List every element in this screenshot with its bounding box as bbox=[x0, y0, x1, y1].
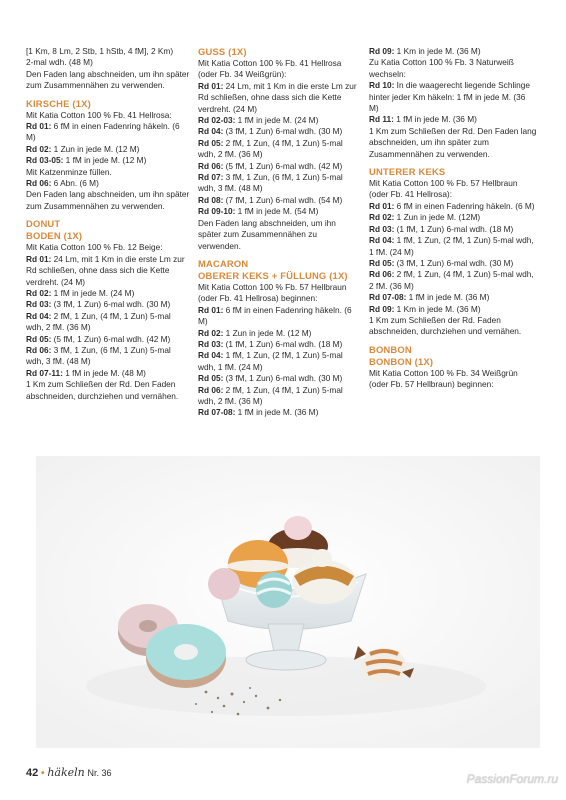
round-label: Rd 02-03: bbox=[198, 115, 236, 126]
round-label: Rd 06: bbox=[198, 384, 224, 395]
instruction-text: (3 fM, 1 Zun) 6-mal wdh. (30 M) bbox=[223, 373, 343, 384]
round-label: Rd 06: bbox=[26, 178, 52, 189]
round-label: Rd 04: bbox=[26, 310, 52, 321]
instruction-text: 1 Km in jede M. (36 M) bbox=[394, 303, 481, 314]
intro-line: 2-mal wdh. (48 M) bbox=[26, 57, 93, 68]
instruction-row bbox=[369, 235, 537, 258]
crochet-pink-ball bbox=[208, 568, 240, 600]
round-label: Rd 02: bbox=[26, 287, 52, 298]
instruction-text: 1 fM in jede M. (36 M) bbox=[393, 114, 477, 125]
crochet-mint-donut bbox=[146, 624, 226, 688]
instruction-text: Mit Katia Cotton 100 % Fb. 41 Hellrosa: bbox=[26, 109, 172, 120]
round-label: Rd 03: bbox=[26, 299, 52, 310]
instruction-text: Mit Katia Cotton 100 % Fb. 34 Weißgrün (oder Fb. 57 Hellbraun) beginnen: bbox=[369, 367, 518, 390]
round-label: Rd 09: bbox=[369, 303, 395, 314]
round-label: Rd 10: bbox=[369, 80, 395, 91]
round-label: Rd 06: bbox=[369, 269, 395, 280]
column-middle bbox=[198, 46, 360, 419]
instruction-row bbox=[198, 218, 360, 252]
instruction-row bbox=[26, 288, 190, 299]
instruction-text: 6 fM in einen Fadenring häkeln. (6 M) bbox=[394, 200, 535, 211]
instruction-row bbox=[26, 121, 190, 144]
round-label: Rd 03: bbox=[369, 223, 395, 234]
round-label: Rd 02: bbox=[198, 327, 224, 338]
instruction-text: (1 fM, 1 Zun) 6-mal wdh. (18 M) bbox=[394, 223, 514, 234]
instruction-text: Den Faden lang abschneiden, um ihn später zum Zusammennähen zu verwenden. bbox=[26, 189, 190, 211]
instruction-row bbox=[26, 379, 190, 402]
round-label: Rd 03-05: bbox=[26, 155, 64, 166]
heading-boden: BODEN (1X) bbox=[26, 230, 83, 242]
boden-rows bbox=[26, 242, 190, 402]
instruction-text: Zu Katia Cotton 100 % Fb. 3 Naturweiß wechseln: bbox=[369, 57, 514, 79]
instruction-text: 6 fM in einen Fadenring häkeln. (6 M) bbox=[26, 121, 180, 143]
instruction-row bbox=[369, 80, 537, 114]
intro-block bbox=[26, 46, 190, 92]
instruction-row bbox=[198, 385, 360, 408]
instruction-text: 1 fM in jede M. (54 M) bbox=[235, 206, 319, 217]
round-label: Rd 01: bbox=[198, 80, 224, 91]
round-label: Rd 04: bbox=[369, 235, 395, 246]
intro-line: [1 Km, 8 Lm, 2 Stb, 1 hStb, 4 fM], 2 Km) bbox=[26, 46, 174, 56]
instruction-text: 2 fM, 1 Zun, (4 fM, 1 Zun) 5-mal wdh, 2 fM. (36 M) bbox=[26, 310, 171, 333]
instruction-row bbox=[198, 328, 360, 339]
heading-oberer-keks: OBERER KEKS + FÜLLUNG (1X) bbox=[198, 269, 348, 281]
instruction-text: 2 fM, 1 Zun, (4 fM, 1 Zun) 5-mal wdh, 2 fM. (36 M) bbox=[369, 269, 534, 291]
instruction-row bbox=[369, 178, 537, 201]
round-label: Rd 05: bbox=[369, 257, 395, 268]
instruction-text: 1 Km zum Schließen der Rd. Den Faden lang abschneiden, um ihn später zum Zusammennähen zu verwenden. bbox=[369, 125, 537, 159]
page-number: 42 bbox=[26, 767, 39, 779]
instruction-row bbox=[369, 114, 537, 125]
instruction-text: 1 fM, 1 Zun, (2 fM, 1 Zun) 5-mal wdh, 1 fM. (24 M) bbox=[369, 235, 534, 257]
round-label: Rd 06: bbox=[26, 344, 52, 355]
round-label: Rd 06: bbox=[198, 160, 224, 171]
instruction-text: 24 Lm, mit 1 Km in die erste Lm zur Rd schließen, ohne dass sich die Kette verdreht. (24 M) bbox=[198, 80, 357, 114]
instruction-text: 1 Zun in jede M. (12 M) bbox=[223, 327, 312, 338]
instruction-row bbox=[26, 178, 190, 189]
kirsche-rows bbox=[26, 110, 190, 213]
round-label: Rd 11: bbox=[369, 114, 394, 125]
unterer-rows bbox=[369, 178, 537, 338]
instruction-row bbox=[369, 269, 537, 292]
instruction-row bbox=[26, 155, 190, 166]
instruction-row bbox=[198, 81, 360, 115]
heading-bonbon-sub: BONBON (1X) bbox=[369, 355, 434, 367]
round-label: Rd 09-10: bbox=[198, 206, 236, 217]
instruction-text: (5 fM, 1 Zun) 6-mal wdh. (42 M) bbox=[223, 160, 343, 171]
instruction-text: 6 Abn. (6 M) bbox=[51, 178, 99, 189]
guss-rows bbox=[198, 58, 360, 252]
instruction-text: 3 fM, 1 Zun, (6 fM, 1 Zun) 5-mal wdh, 3 fM. (48 M) bbox=[198, 172, 343, 194]
bonbon-rows bbox=[369, 368, 537, 391]
macaron-continued-rows bbox=[369, 46, 537, 160]
round-label: Rd 07: bbox=[198, 172, 224, 183]
instruction-row bbox=[26, 368, 190, 379]
round-label: Rd 04: bbox=[198, 350, 224, 361]
crochet-mint-ball bbox=[256, 572, 292, 608]
instruction-row bbox=[198, 161, 360, 172]
instruction-row bbox=[198, 126, 360, 137]
instruction-row bbox=[198, 407, 360, 418]
instruction-row bbox=[198, 195, 360, 206]
instruction-text: Mit Katia Cotton 100 % Fb. 12 Beige: bbox=[26, 242, 163, 253]
round-label: Rd 03: bbox=[198, 338, 224, 349]
round-label: Rd 05: bbox=[198, 373, 224, 384]
oberer-rows bbox=[198, 282, 360, 419]
instruction-text: 24 Lm, mit 1 Km in die erste Lm zur Rd schließen, ohne dass sich die Kette verdreht. (24 M) bbox=[26, 253, 185, 287]
round-label: Rd 05: bbox=[198, 137, 224, 148]
instruction-row bbox=[369, 57, 537, 80]
round-label: Rd 02: bbox=[369, 212, 395, 223]
instruction-text: 1 fM in jede M. (36 M) bbox=[406, 292, 490, 303]
round-label: Rd 08: bbox=[198, 194, 224, 205]
instruction-text: Mit Katzenminze füllen. bbox=[26, 166, 112, 177]
intro-line: Den Faden lang abschneiden, um ihn später zum Zusammennähen zu verwenden. bbox=[26, 68, 190, 91]
instruction-row bbox=[369, 304, 537, 315]
heading-guss: GUSS (1X) bbox=[198, 46, 247, 57]
instruction-text: 1 Zun in jede M. (12M) bbox=[394, 212, 481, 223]
heading-kirsche: KIRSCHE (1X) bbox=[26, 97, 91, 109]
instruction-row bbox=[198, 58, 360, 81]
instruction-row bbox=[198, 339, 360, 350]
instruction-text: (1 fM, 1 Zun) 6-mal wdh. (18 M) bbox=[223, 338, 343, 349]
instruction-text: 1 fM in jede M. (24 M) bbox=[235, 115, 319, 126]
instruction-text: 3 fM, 1 Zun, (6 fM, 1 Zun) 5-mal wdh, 3 fM. (48 M) bbox=[26, 344, 171, 367]
instruction-row bbox=[26, 167, 190, 178]
instruction-row bbox=[26, 311, 190, 334]
instruction-text: (7 fM, 1 Zun) 6-mal wdh. (54 M) bbox=[223, 194, 343, 205]
instruction-text: (5 fM, 1 Zun) 6-mal wdh. (42 M) bbox=[51, 333, 171, 344]
round-label: Rd 09: bbox=[369, 46, 395, 56]
instruction-row bbox=[198, 305, 360, 328]
instruction-row bbox=[26, 144, 190, 155]
instruction-text: 2 fM, 1 Zun, (4 fM, 1 Zun) 5-mal wdh, 2 fM. (36 M) bbox=[198, 384, 343, 406]
instruction-text: Mit Katia Cotton 100 % Fb. 41 Hellrosa (oder Fb. 34 Weißgrün): bbox=[198, 58, 342, 80]
instruction-text: (3 fM, 1 Zun) 6-mal wdh. (30 M) bbox=[394, 257, 514, 268]
instruction-row bbox=[198, 350, 360, 373]
instruction-row bbox=[26, 242, 190, 253]
instruction-text: 1 fM in jede M. (12 M) bbox=[63, 155, 147, 166]
instruction-text: 1 fM, 1 Zun, (2 fM, 1 Zun) 5-mal wdh, 1 fM. (24 M) bbox=[198, 350, 343, 372]
instruction-row bbox=[198, 373, 360, 384]
instruction-text: (3 fM, 1 Zun) 6-mal wdh. (30 M) bbox=[51, 299, 171, 310]
instruction-text: 1 Km zum Schließen der Rd. Faden abschneiden, durchziehen und vernähen. bbox=[369, 314, 522, 337]
round-label: Rd 01: bbox=[26, 121, 52, 132]
instruction-row bbox=[369, 212, 537, 223]
instruction-row bbox=[26, 299, 190, 310]
heading-bonbon: BONBON bbox=[369, 343, 412, 355]
round-label: Rd 04: bbox=[198, 126, 224, 137]
instruction-row bbox=[198, 172, 360, 195]
instruction-text: 1 fM in jede M. (24 M) bbox=[51, 287, 135, 298]
column-right bbox=[369, 46, 537, 391]
photo-crochet-sweets bbox=[36, 456, 540, 748]
watermark: PassionForum.ru bbox=[466, 772, 558, 786]
instruction-row bbox=[369, 258, 537, 269]
instruction-row bbox=[26, 110, 190, 121]
instruction-row bbox=[26, 334, 190, 345]
instruction-text: 2 fM, 1 Zun, (4 fM, 1 Zun) 5-mal wdh, 2 fM. (36 M) bbox=[198, 137, 343, 160]
instruction-text: 1 Zun in jede M. (12 M) bbox=[51, 143, 140, 154]
instruction-row bbox=[26, 254, 190, 288]
round-label: Rd 07-11: bbox=[26, 367, 63, 378]
instruction-row bbox=[369, 126, 537, 160]
heading-donut: DONUT bbox=[26, 218, 61, 230]
magazine-name: häkeln bbox=[47, 766, 85, 779]
heading-macaron: MACARON bbox=[198, 257, 249, 269]
instruction-row bbox=[369, 46, 537, 57]
footer-bullet: • bbox=[41, 768, 45, 779]
round-label: Rd 02: bbox=[26, 143, 52, 154]
heading-unterer-keks: UNTERER KEKS bbox=[369, 166, 446, 178]
instruction-row bbox=[369, 292, 537, 303]
instruction-row bbox=[198, 206, 360, 217]
round-label: Rd 01: bbox=[198, 304, 224, 315]
round-label: Rd 01: bbox=[369, 200, 395, 211]
instruction-row bbox=[369, 201, 537, 212]
instruction-text: Den Faden lang abschneiden, um ihn später zum Zusammennähen zu verwenden. bbox=[198, 217, 336, 251]
instruction-text: Mit Katia Cotton 100 % Fb. 57 Hellbraun (oder Fb. 41 Hellrosa): bbox=[369, 178, 518, 200]
instruction-row bbox=[369, 224, 537, 235]
instruction-text: 1 Km zum Schließen der Rd. Den Faden abschneiden, durchziehen und vernähen. bbox=[26, 379, 179, 401]
round-label: Rd 05: bbox=[26, 333, 52, 344]
column-left bbox=[26, 46, 190, 402]
instruction-text: 6 fM in einen Fadenring häkeln. (6 M) bbox=[198, 304, 352, 327]
issue-number: Nr. 36 bbox=[87, 768, 112, 778]
instruction-text: 1 fM in jede M. (36 M) bbox=[235, 407, 319, 418]
instruction-text: 1 Km in jede M. (36 M) bbox=[394, 46, 481, 56]
instruction-row bbox=[198, 282, 360, 305]
instruction-text: 1 fM in jede M. (48 M) bbox=[62, 367, 146, 378]
instruction-text: In die waagerecht liegende Schlinge hinter jeder Km häkeln: 1 fM in jede M. (36 M) bbox=[369, 80, 530, 114]
instruction-text: Mit Katia Cotton 100 % Fb. 57 Hellbraun (oder Fb. 41 Hellrosa) beginnen: bbox=[198, 281, 347, 304]
round-label: Rd 07-08: bbox=[198, 407, 236, 418]
instruction-row bbox=[26, 189, 190, 212]
instruction-row bbox=[369, 368, 537, 391]
round-label: Rd 07-08: bbox=[369, 292, 407, 303]
instruction-row bbox=[369, 315, 537, 338]
page-footer bbox=[26, 766, 112, 779]
instruction-row bbox=[198, 138, 360, 161]
instruction-row bbox=[198, 115, 360, 126]
round-label: Rd 01: bbox=[26, 253, 52, 264]
instruction-text: (3 fM, 1 Zun) 6-mal wdh. (30 M) bbox=[223, 126, 343, 137]
instruction-row bbox=[26, 345, 190, 368]
